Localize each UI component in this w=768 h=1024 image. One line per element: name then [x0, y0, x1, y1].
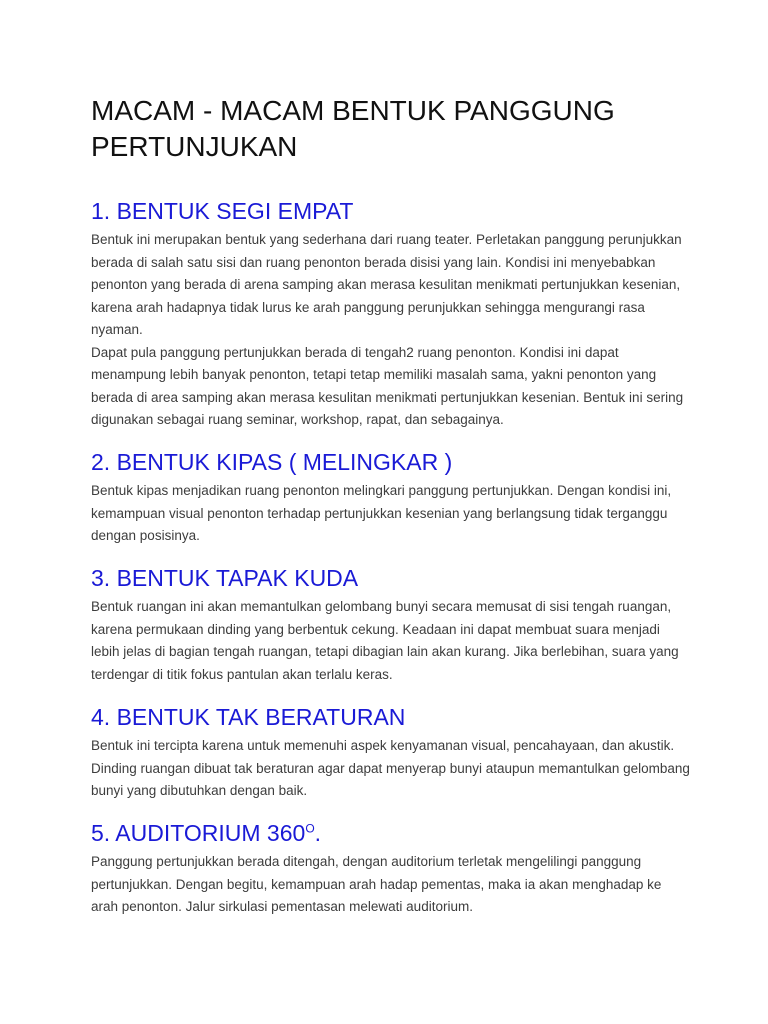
- section-paragraph: Bentuk ini tercipta karena untuk memenuhi aspek kenyamanan visual, pencahayaan, dan akustik. Dinding ruangan dibuat tak beraturan agar dapat menyerap bunyi ataupun memantulkan gelombang bunyi yang dibutuhkan dengan baik.: [91, 738, 690, 798]
- section-paragraph: Bentuk ruangan ini akan memantulkan gelombang bunyi secara memusat di sisi tengah ruangan, karena permukaan dinding yang berbentuk cekung. Keadaan ini dapat membuat suara menjadi lebih jelas di bagian tengah ruangan, tetapi dibagian lain akan kurang. Jika berlebihan, suara yang terdengar di titik fokus pantulan akan terlalu keras.: [91, 599, 679, 682]
- heading-text: 5. AUDITORIUM 360: [91, 820, 306, 846]
- section-kipas: [91, 447, 691, 548]
- section-heading: 2. BENTUK KIPAS ( MELINGKAR ): [91, 449, 453, 475]
- section-heading: 4. BENTUK TAK BERATURAN: [91, 704, 406, 730]
- document-title: MACAM - MACAM BENTUK PANGGUNG PERTUNJUKAN: [91, 95, 615, 162]
- section-paragraph: Bentuk kipas menjadikan ruang penonton melingkari panggung pertunjukkan. Dengan kondisi ini, kemampuan visual penonton terhadap pertunjukkan kesenian yang berlangsung tidak terganggu dengan posisinya.: [91, 483, 672, 543]
- section-heading: 1. BENTUK SEGI EMPAT: [91, 198, 354, 224]
- heading-suffix: .: [314, 820, 322, 846]
- section-tapak-kuda: [91, 563, 691, 686]
- degree-superscript: O: [305, 821, 315, 836]
- section-paragraph: Dapat pula panggung pertunjukkan berada di tengah2 ruang penonton. Kondisi ini dapat menampung lebih banyak penonton, tetapi tetap memiliki masalah sama, yakni penonton yang berada di area samping akan merasa kesulitan menikmati pertunjukkan kesenian. Bentuk ini sering digunakan sebagai ruang seminar, workshop, rapat, dan sebagainya.: [91, 344, 684, 427]
- section-segi-empat: [91, 196, 691, 432]
- section-paragraph: Bentuk ini merupakan bentuk yang sederhana dari ruang teater. Perletakan panggung perunjukkan berada di salah satu sisi dan ruang penonton berada disisi yang lain. Kondisi ini menyebabkan penonton yang berada di arena samping akan merasa kesulitan menikmati pertunjukkan kesenian, karena arah hadapnya tidak lurus ke arah panggung perunjukkan sehingga mengurangi rasa nyaman.: [91, 232, 682, 337]
- section-paragraph: Panggung pertunjukkan berada ditengah, dengan auditorium terletak mengelilingi panggung pertunjukkan. Dengan begitu, kemampuan arah hadap pementas, maka ia akan menghadap ke arah penonton. Jalur sirkulasi pementasan melewati auditorium.: [91, 854, 662, 914]
- section-tak-beraturan: [91, 702, 691, 803]
- section-auditorium-360: [91, 818, 691, 919]
- section-heading: [91, 818, 691, 848]
- section-heading: 3. BENTUK TAPAK KUDA: [91, 565, 359, 591]
